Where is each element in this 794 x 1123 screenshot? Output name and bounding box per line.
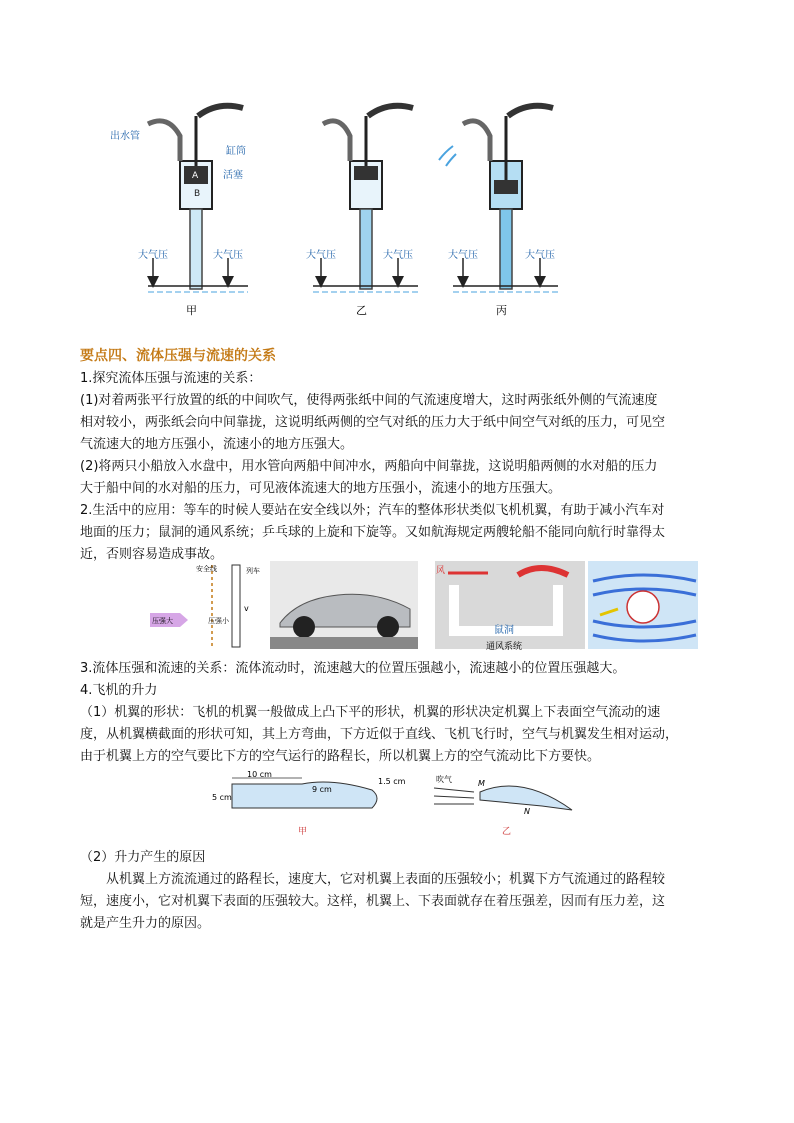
ball-panel xyxy=(588,561,698,649)
caption-wing-yi: 乙 xyxy=(502,827,512,837)
wind-label: 风 xyxy=(436,566,446,576)
safety-line-panel xyxy=(150,564,260,647)
text-line-17: 短，速度小，它对机翼下表面的压强较大。这样，机翼上、下表面就存在着压强差，因而有压力差，这 xyxy=(80,894,666,909)
text-line-10: 3.流体压强和流速的关系：流体流动时，流速越大的位置压强越小，流速越小的位置压强越大。 xyxy=(80,661,626,676)
text-line-12: （1）机翼的形状：飞机的机翼一般做成上凸下平的形状，机翼的形状决定机翼上下表面空气流动的速 xyxy=(80,705,661,720)
cylinder-label: 缸筒 xyxy=(226,146,246,157)
piston-label: 活塞 xyxy=(223,170,243,181)
text-line-3: 相对较小，两张纸会向中间靠拢，这说明纸两侧的空气对纸的压力大于纸中间空气对纸的压力，可见空 xyxy=(80,415,666,430)
valve-a-label: A xyxy=(192,171,199,181)
atm-pressure-left-2: 大气压 xyxy=(306,250,336,261)
atm-pressure-right-2: 大气压 xyxy=(383,250,413,261)
caption-yi: 乙 xyxy=(356,304,367,317)
wing-diagram-yi xyxy=(434,774,572,837)
pump-bing xyxy=(439,106,558,317)
applications-figure xyxy=(148,561,698,651)
valve-b-label: B xyxy=(194,189,201,199)
atm-pressure-left: 大气压 xyxy=(138,250,168,261)
text-line-15: （2）升力产生的原因 xyxy=(80,850,206,865)
section-heading: 要点四、流体压强与流速的关系 xyxy=(80,348,276,364)
outlet-pipe-label: 出水管 xyxy=(110,131,140,142)
caption-wing-jia: 甲 xyxy=(298,827,308,837)
point-m: M xyxy=(478,779,485,788)
wing-figure xyxy=(212,770,592,840)
dim-1-5cm: 1.5 cm xyxy=(378,777,406,786)
velocity-label: v xyxy=(244,604,249,613)
dim-9cm: 9 cm xyxy=(312,785,332,794)
burrow-label: 鼠洞 xyxy=(494,625,514,636)
text-line-11: 4.飞机的升力 xyxy=(80,683,158,698)
caption-bing: 丙 xyxy=(496,304,507,317)
dim-10cm: 10 cm xyxy=(247,770,272,779)
dim-5cm: 5 cm xyxy=(212,793,232,802)
atm-pressure-right: 大气压 xyxy=(213,250,243,261)
blow-label: 吹气 xyxy=(436,775,452,784)
text-line-1: 1.探究流体压强与流速的关系： xyxy=(80,371,262,386)
pump-yi xyxy=(306,106,418,317)
caption-jia: 甲 xyxy=(186,304,197,317)
pump-figure xyxy=(108,96,578,321)
text-line-14: 由于机翼上方的空气要比下方的空气运行的路程长，所以机翼上方的空气流动比下方要快。 xyxy=(80,749,601,764)
pressure-big-label: 压强大 xyxy=(152,617,173,625)
text-line-7: 2.生活中的应用：等车的时候人要站在安全线以外；汽车的整体形状类似飞机机翼，有助于减小汽车对 xyxy=(80,503,665,518)
text-line-5: (2)将两只小船放入水盘中，用水管向两船中间冲水，两船向中间靠拢，这说明船两侧的水对船的压力 xyxy=(80,459,658,474)
text-line-18: 就是产生升力的原因。 xyxy=(80,916,211,931)
atm-pressure-left-3: 大气压 xyxy=(448,250,478,261)
atm-pressure-right-3: 大气压 xyxy=(525,250,555,261)
text-line-9: 近，否则容易造成事故。 xyxy=(80,547,224,562)
pump-jia xyxy=(110,106,248,317)
text-line-16: 从机翼上方流流通过的路程长，速度大，它对机翼上表面的压强较小；机翼下方气流通过的路程较 xyxy=(106,872,666,887)
pressure-small-label: 压强小 xyxy=(208,617,229,625)
point-n: N xyxy=(524,807,530,816)
text-line-6: 大于船中间的水对船的压力，可见液体流速大的地方压强小，流速小的地方压强大。 xyxy=(80,481,562,496)
wing-diagram-jia xyxy=(212,770,406,837)
text-line-2: (1)对着两张平行放置的纸的中间吹气，使得两张纸中间的气流速度增大，这时两张纸外侧的气流速度 xyxy=(80,393,658,408)
text-line-4: 气流速大的地方压强小，流速小的地方压强大。 xyxy=(80,437,354,452)
text-line-13: 度，从机翼横截面的形状可知，其上方弯曲，下方近似于直线、飞机飞行时，空气与机翼发生相对运动， xyxy=(80,727,679,742)
car-photo xyxy=(270,561,418,649)
burrow-panel xyxy=(435,561,585,651)
vent-system-label: 通风系统 xyxy=(486,642,523,651)
text-line-8: 地面的压力；鼠洞的通风系统；乒乓球的上旋和下旋等。又如航海规定两艘轮船不能同向航行时靠得太 xyxy=(80,525,666,540)
safety-line-label: 安全线 xyxy=(196,565,217,573)
train-label: 列车 xyxy=(246,567,260,575)
